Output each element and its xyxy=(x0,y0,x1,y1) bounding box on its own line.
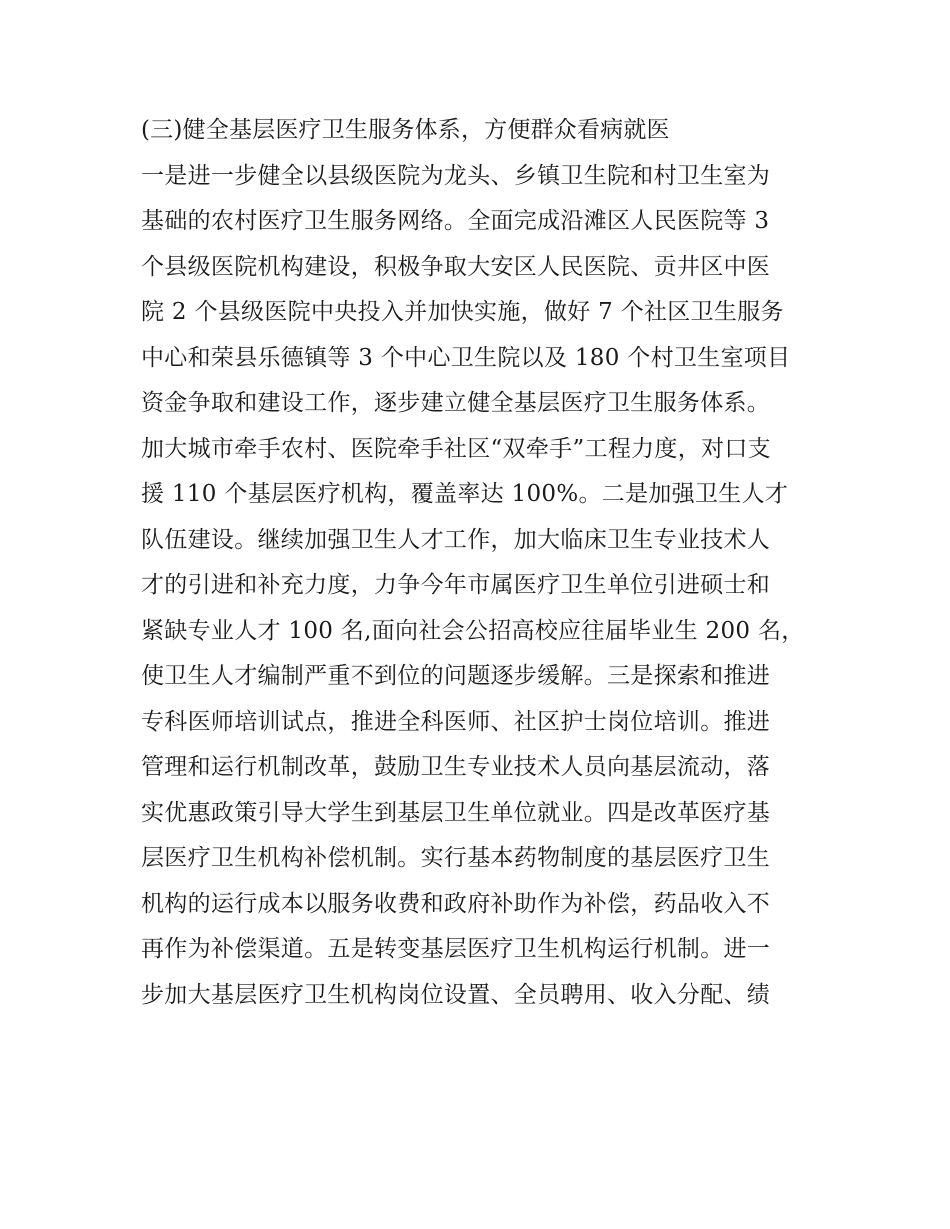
paragraph-line: 援 110 个基层医疗机构，覆盖率达 100%。二是加强卫生人才 xyxy=(141,481,789,507)
paragraph-line: 一是进一步健全以县级医院为龙头、乡镇卫生院和村卫生室为 xyxy=(141,162,771,189)
paragraph-line: 才的引进和补充力度，力争今年市属医疗卫生单位引进硕士和 xyxy=(141,572,771,598)
paragraph-line: 专科医师培训试点，推进全科医师、社区护士岗位培训。推进 xyxy=(141,708,771,735)
paragraph-line: 紧缺专业人才 100 名,面向社会公招高校应往届毕业生 200 名， xyxy=(141,617,805,644)
paragraph-line: 个县级医院机构建设，积极争取大安区人民医院、贡井区中医 xyxy=(141,253,771,280)
paragraph-line: 院 2 个县级医院中央投入并加快实施，做好 7 个社区卫生服务 xyxy=(141,299,784,325)
paragraph-line: 步加大基层医疗卫生机构岗位设置、全员聘用、收入分配、绩 xyxy=(141,981,771,1008)
paragraph-line: 资金争取和建设工作，逐步建立健全基层医疗卫生服务体系。 xyxy=(141,390,771,416)
paragraph-line: 加大城市牵手农村、医院牵手社区“双牵手”工程力度，对口支 xyxy=(141,435,771,462)
paragraph-line: 层医疗卫生机构补偿机制。实行基本药物制度的基层医疗卫生 xyxy=(141,845,771,871)
paragraph-line: 中心和荣县乐德镇等 3 个中心卫生院以及 180 个村卫生室项目 xyxy=(141,344,791,371)
paragraph-line: 队伍建设。继续加强卫生人才工作，加大临床卫生专业技术人 xyxy=(141,526,771,553)
paragraph-line: 机构的运行成本以服务收费和政府补助作为补偿，药品收入不 xyxy=(141,890,771,917)
paragraph-line: 实优惠政策引导大学生到基层卫生单位就业。四是改革医疗基 xyxy=(141,799,771,826)
paragraph-line: 再作为补偿渠道。五是转变基层医疗卫生机构运行机制。进一 xyxy=(141,936,771,962)
paragraph-line: 基础的农村医疗卫生服务网络。全面完成沿滩区人民医院等 3 xyxy=(141,208,770,234)
paragraph-line: 使卫生人才编制严重不到位的问题逐步缓解。三是探索和推进 xyxy=(141,663,771,689)
document-body xyxy=(141,108,821,1018)
paragraph-line: 管理和运行机制改革，鼓励卫生专业技术人员向基层流动，落 xyxy=(141,754,771,780)
section-heading: (三)健全基层医疗卫生服务体系，方便群众看病就医 xyxy=(141,117,670,143)
